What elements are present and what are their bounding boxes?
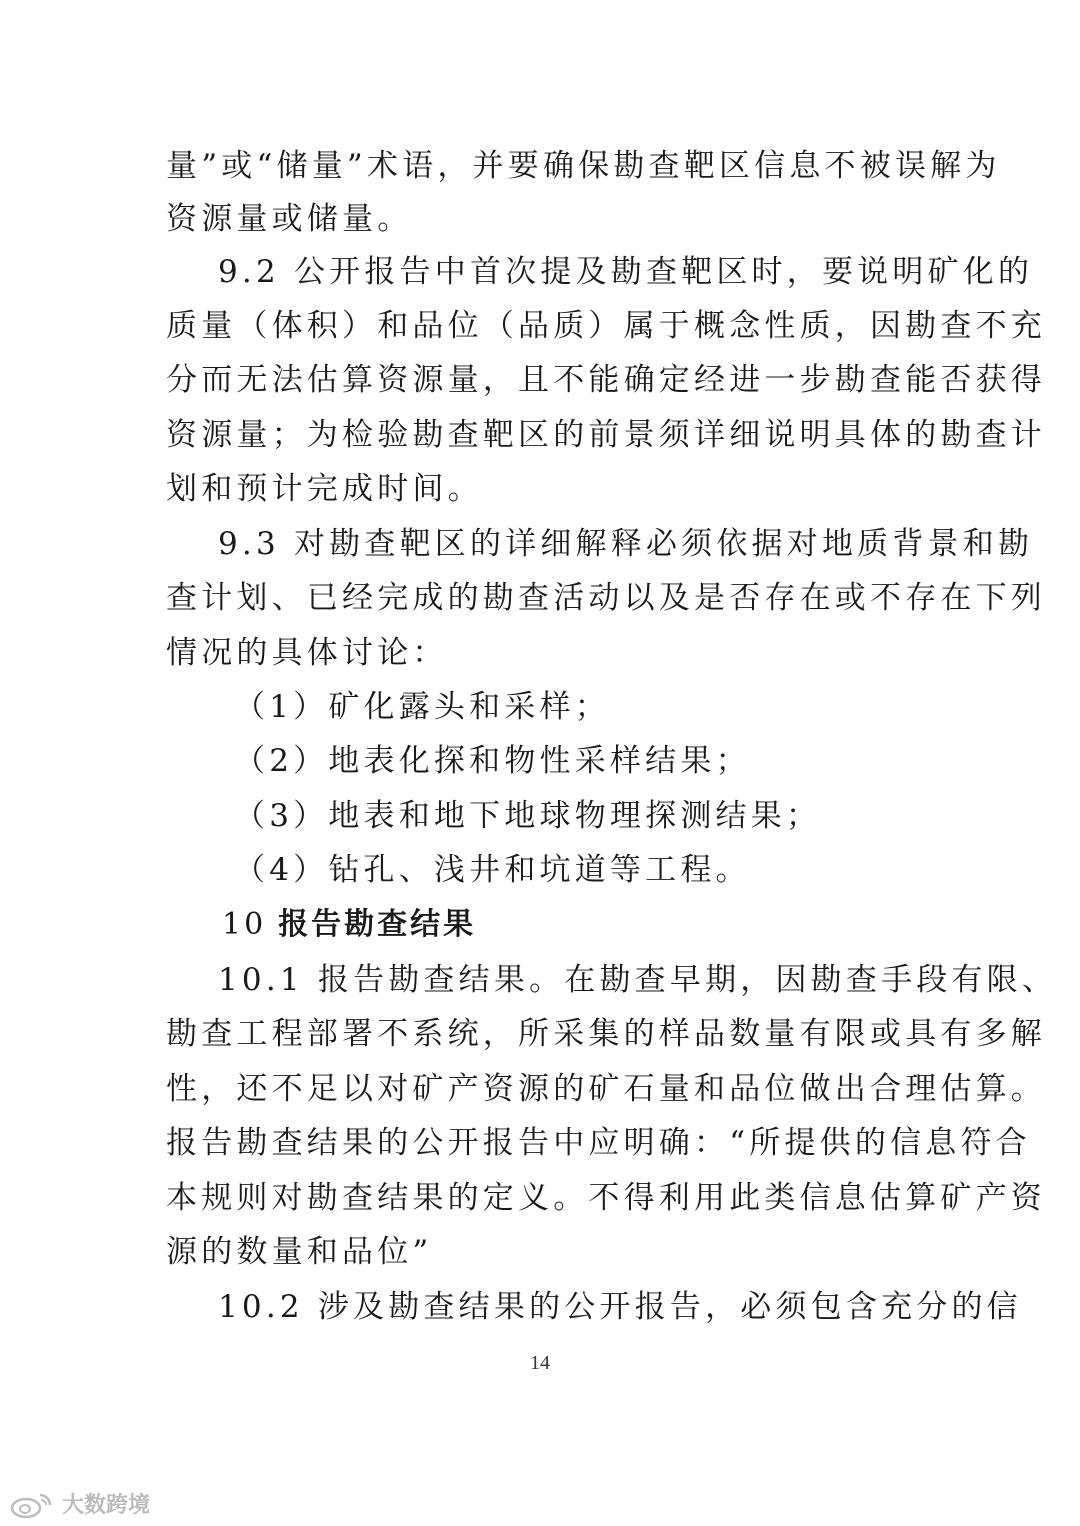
section-title: 报告勘查结果 [278,907,477,942]
list-item: （2）地表化探和物性采样结果； [234,743,751,779]
watermark [10,1488,150,1519]
list-item: （4）钻孔、浅井和坑道等工程。 [234,852,751,888]
text-line: 质量（体积）和品位（品质）属于概念性质，因勘查不充 [166,308,1046,344]
text-line: 10.2 涉及勘查结果的公开报告，必须包含充分的信 [218,1289,1022,1325]
text-line: 性，还不足以对矿产资源的矿石量和品位做出合理估算。 [166,1071,1046,1107]
text-line: 划和预计完成时间。 [166,471,483,507]
text-line: 勘查工程部署不系统，所采集的样品数量有限或具有多解 [166,1016,1046,1052]
weibo-logo-icon [10,1489,56,1519]
text-line: 本规则对勘查结果的定义。不得利用此类信息估算矿产资 [166,1180,1046,1216]
text-line: 10.1 报告勘查结果。在勘查早期，因勘查手段有限、 [218,962,1058,998]
text-line: 情况的具体讨论： [166,635,448,671]
text-line: 资源量；为检验勘查靶区的前景须详细说明具体的勘查计 [166,417,1046,453]
list-item: （1）矿化露头和采样； [234,689,610,725]
list-item: （3）地表和地下地球物理探测结果； [234,798,822,834]
text-line: 资源量或储量。 [166,201,413,237]
page-number: 14 [530,1352,550,1374]
text-line: 量”或“储量”术语，并要确保勘查靶区信息不被误解为 [166,148,1001,184]
section-number: 10 [222,907,267,942]
text-line: 9.2 公开报告中首次提及勘查靶区时，要说明矿化的 [218,254,1034,290]
text-line: 分而无法估算资源量，且不能确定经进一步勘查能否获得 [166,362,1046,398]
text-line: 报告勘查结果的公开报告中应明确：“所提供的信息符合 [166,1125,1031,1161]
section-heading [222,905,476,945]
watermark-text: 大数跨境 [62,1493,151,1518]
text-line: 查计划、已经完成的勘查活动以及是否存在或不存在下列 [166,580,1046,616]
text-line: 9.3 对勘查靶区的详细解释必须依据对地质背景和勘 [218,526,1034,562]
text-line: 源的数量和品位” [166,1234,433,1270]
